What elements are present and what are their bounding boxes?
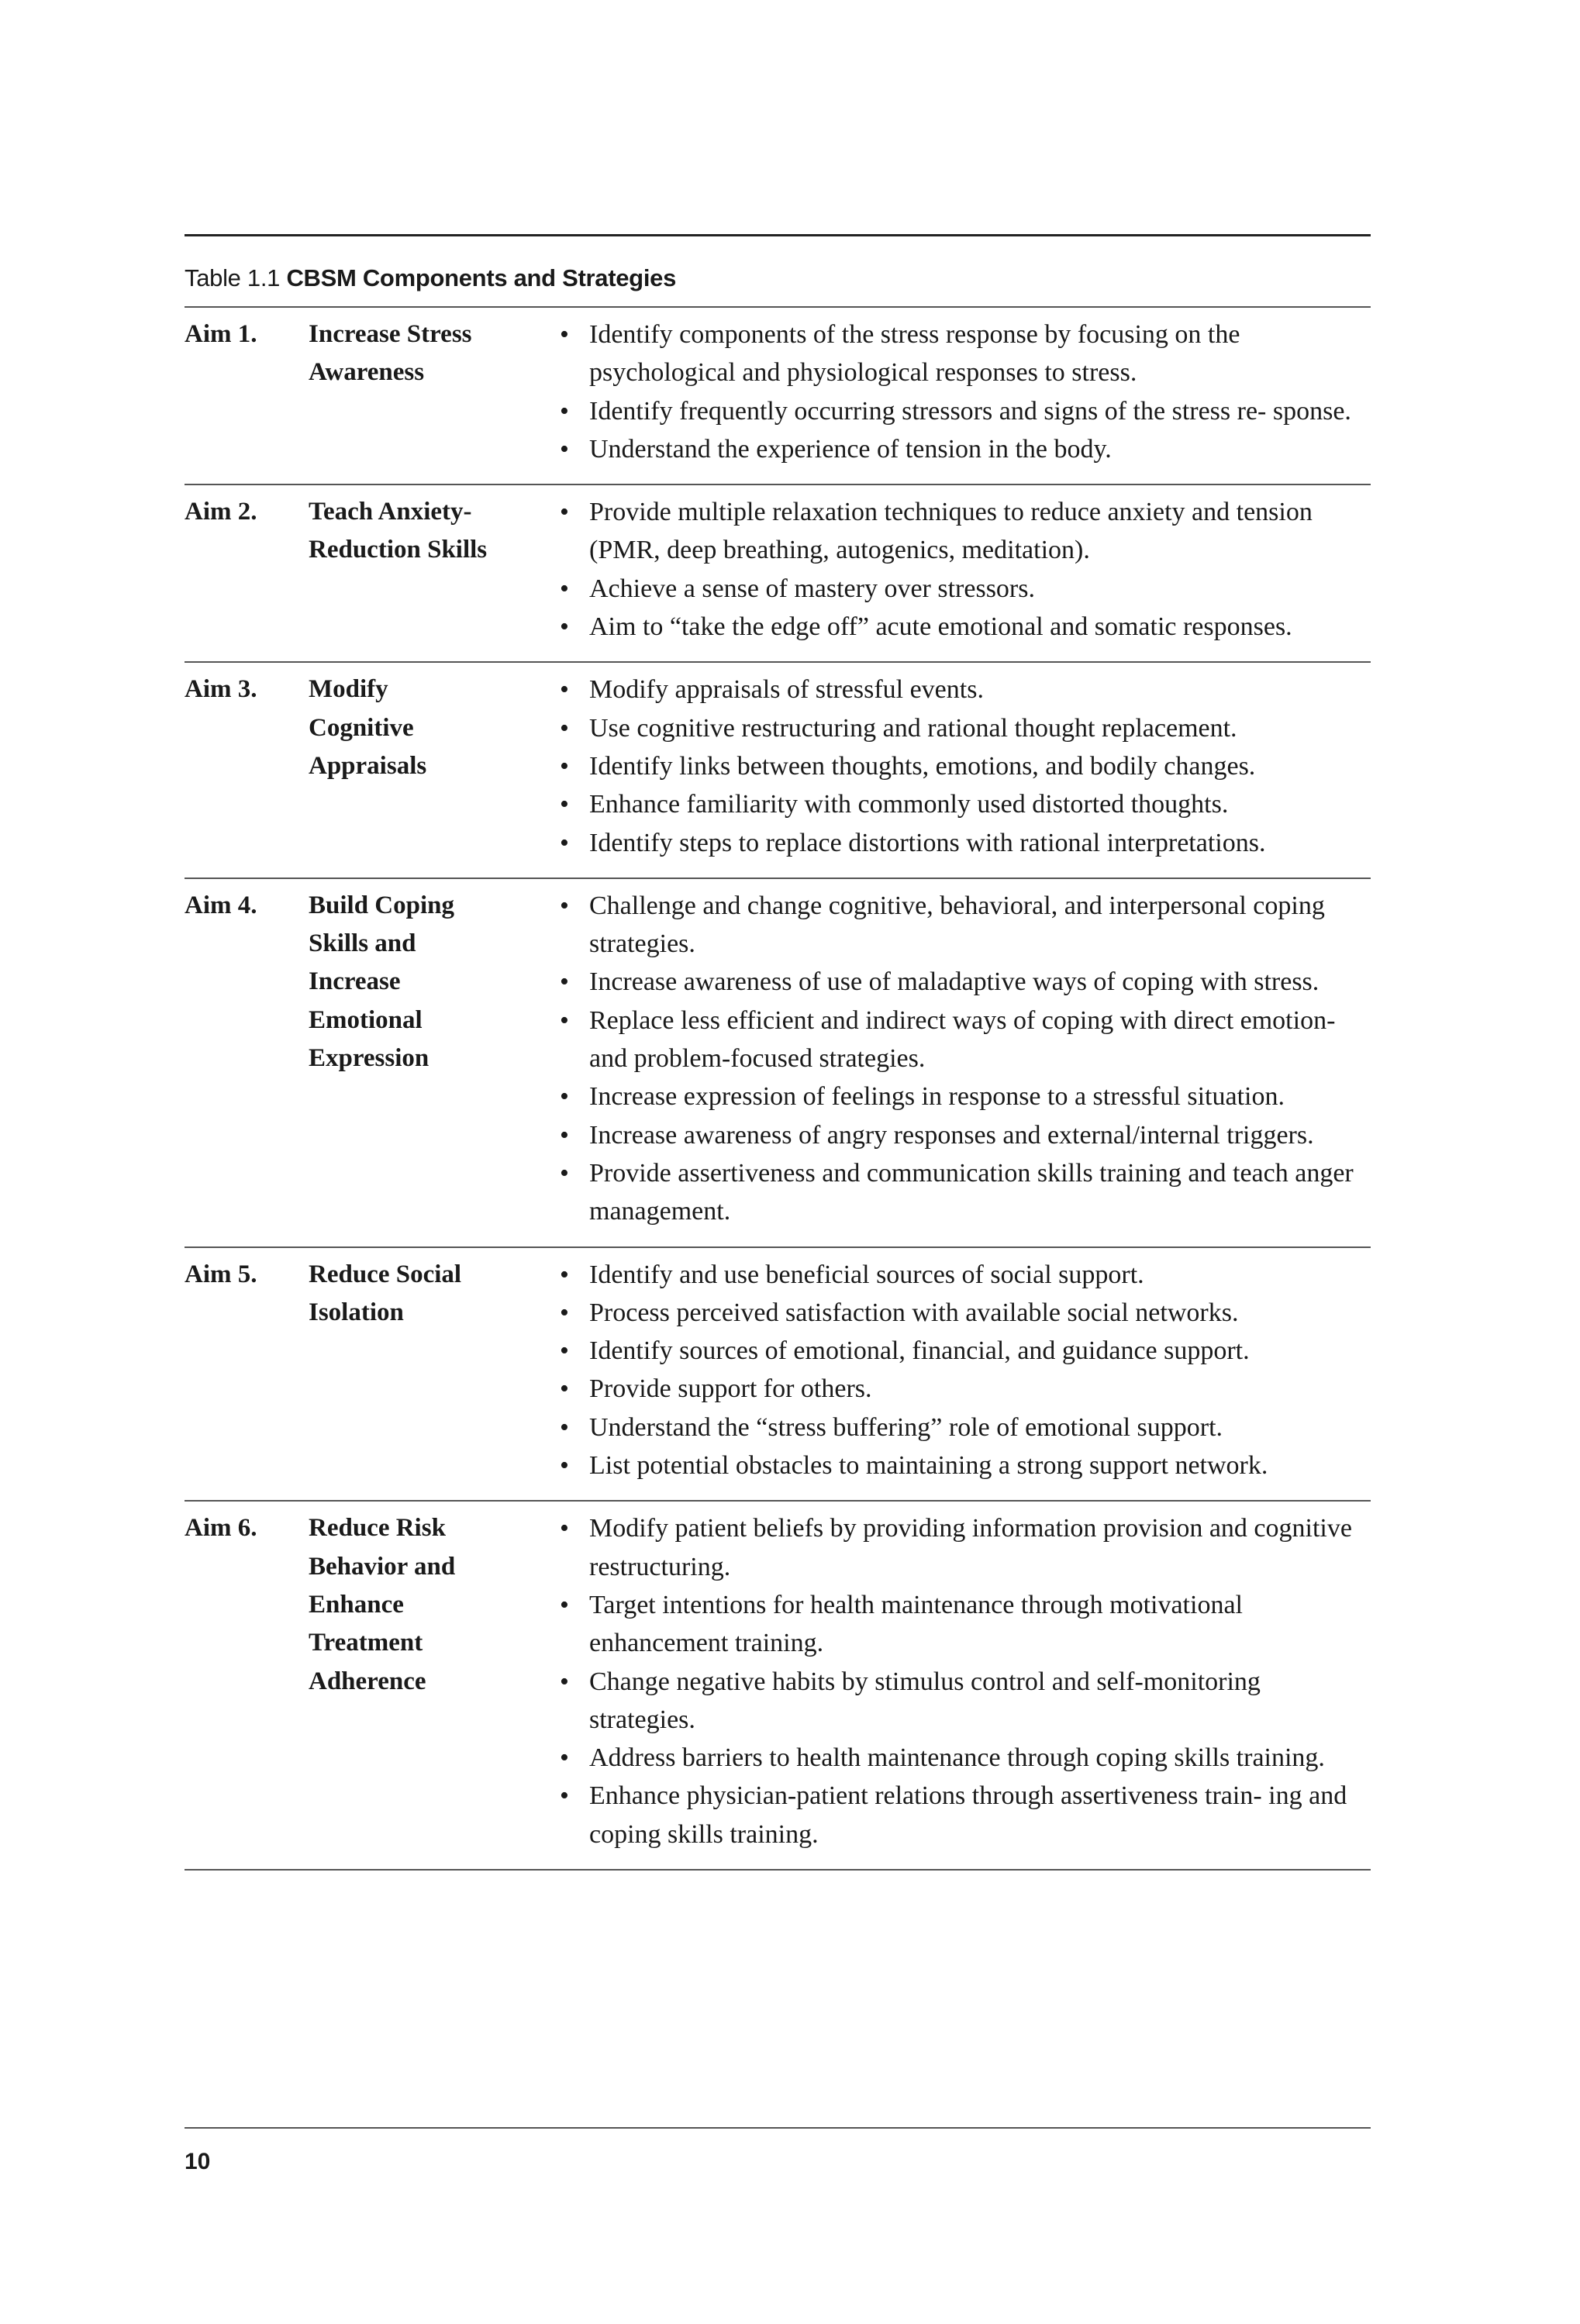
aim-row [185, 879, 1371, 1246]
aim-bullet-list [558, 1509, 1371, 1853]
aim-title-line: Behavior and [309, 1552, 456, 1581]
aim-bullet-list [558, 315, 1371, 468]
aim-bullet-item: • Provide support for others. [558, 1370, 1371, 1408]
aim-title-line: Increase [309, 967, 401, 996]
table-title-text: CBSM Components and Strategies [286, 264, 677, 291]
table-title [185, 236, 1371, 306]
aim-title-line: Isolation [309, 1298, 404, 1326]
aim-row [185, 1248, 1371, 1501]
aim-title [309, 671, 558, 861]
aim-title-line: Emotional [309, 1005, 423, 1034]
aim-bullet-item: • Achieve a sense of mastery over stressors. [558, 570, 1371, 608]
aim-bullet-item: • Increase expression of feelings in response to a stressful situation. [558, 1078, 1371, 1115]
aim-title-line: Appraisals [309, 751, 427, 780]
aim-title-line: Enhance [309, 1590, 404, 1619]
aim-bullet-item: • Enhance physician-patient relations through assertiveness train- ing and coping skills training. [558, 1777, 1371, 1853]
aim-title-line: Modify [309, 675, 388, 704]
aim-title [309, 315, 558, 468]
aim-bullet-item: • Provide multiple relaxation techniques to reduce anxiety and tension (PMR, deep breathing, autogenics, meditation). [558, 493, 1371, 570]
aim-bullet-item: • Identify frequently occurring stressors and signs of the stress re- sponse. [558, 392, 1371, 430]
aim-bullet-item: • Identify components of the stress response by focusing on the psychological and physiological responses to stress. [558, 315, 1371, 392]
table-label: Table 1.1 [185, 264, 281, 291]
aim-bullet-item: • Modify appraisals of stressful events. [558, 671, 1371, 709]
page-number: 10 [185, 2149, 211, 2174]
table-container [185, 234, 1371, 1871]
aim-label: Aim 3. [185, 675, 257, 704]
aim-row [185, 1502, 1371, 1869]
aim-bullet-item: • Identify sources of emotional, financial, and guidance support. [558, 1332, 1371, 1370]
aim-bullet-item: • List potential obstacles to maintaining a strong support network. [558, 1446, 1371, 1484]
aim-title-line: Reduction Skills [309, 536, 488, 564]
aim-row [185, 663, 1371, 877]
aim-bullet-item: • Target intentions for health maintenance through motivational enhancement training. [558, 1586, 1371, 1663]
aim-title [309, 1256, 558, 1485]
aim-title-line: Increase Stress [309, 320, 472, 348]
aim-title-line: Awareness [309, 358, 425, 387]
aim-label: Aim 1. [185, 320, 257, 348]
aim-label: Aim 5. [185, 1260, 257, 1288]
aim-bullet-list [558, 671, 1371, 861]
aim-bullet-list [558, 887, 1371, 1231]
aim-bullet-item: • Change negative habits by stimulus control and self-monitoring strategies. [558, 1663, 1371, 1740]
aim-title-line: Teach Anxiety- [309, 498, 472, 526]
aim-bullet-item: • Increase awareness of use of maladaptive ways of coping with stress. [558, 963, 1371, 1001]
aim-bullet-item: • Modify patient beliefs by providing information provision and cognitive restructuring. [558, 1509, 1371, 1586]
aim-bullet-item: • Understand the experience of tension in the body. [558, 430, 1371, 468]
aim-bullet-item: • Process perceived satisfaction with available social networks. [558, 1294, 1371, 1332]
aim-bullet-item: • Identify steps to replace distortions with rational interpretations. [558, 824, 1371, 862]
aim-label: Aim 2. [185, 498, 257, 526]
aim-bullet-list [558, 493, 1371, 646]
footer-rule [185, 2127, 1371, 2129]
aim-title-line: Reduce Risk [309, 1514, 446, 1543]
aim-bullet-list [558, 1256, 1371, 1485]
aims-list [185, 306, 1371, 1871]
aim-bullet-item: • Enhance familiarity with commonly used distorted thoughts. [558, 785, 1371, 823]
aim-label: Aim 4. [185, 891, 257, 919]
aim-title [309, 493, 558, 646]
aim-label: Aim 6. [185, 1514, 257, 1543]
aim-bullet-item: • Increase awareness of angry responses and external/internal triggers. [558, 1116, 1371, 1154]
aim-bullet-item: • Identify and use beneficial sources of social support. [558, 1256, 1371, 1294]
aim-bullet-item: • Provide assertiveness and communication skills training and teach anger management. [558, 1154, 1371, 1231]
aim-bullet-item: • Identify links between thoughts, emotions, and bodily changes. [558, 747, 1371, 785]
aim-title-line: Skills and [309, 929, 416, 958]
aim-bullet-item: • Challenge and change cognitive, behavioral, and interpersonal coping strategies. [558, 887, 1371, 964]
aim-bullet-item: • Replace less efficient and indirect ways of coping with direct emotion- and problem-focused strategies. [558, 1002, 1371, 1078]
aim-title [309, 1509, 558, 1853]
aim-bullet-item: • Address barriers to health maintenance through coping skills training. [558, 1739, 1371, 1777]
aim-title-line: Build Coping [309, 891, 455, 919]
aim-title-line: Adherence [309, 1667, 426, 1695]
aim-row [185, 485, 1371, 661]
aim-title-line: Cognitive [309, 713, 414, 742]
aim-title [309, 887, 558, 1231]
aim-bullet-item: • Understand the “stress buffering” role of emotional support. [558, 1409, 1371, 1446]
aim-bullet-item: • Aim to “take the edge off” acute emotional and somatic responses. [558, 608, 1371, 646]
aim-title-line: Treatment [309, 1629, 423, 1657]
aim-row [185, 308, 1371, 484]
aim-title-line: Reduce Social [309, 1260, 462, 1288]
table-bottom-rule [185, 1869, 1371, 1871]
aim-title-line: Expression [309, 1044, 429, 1073]
aim-bullet-item: • Use cognitive restructuring and rational thought replacement. [558, 709, 1371, 747]
